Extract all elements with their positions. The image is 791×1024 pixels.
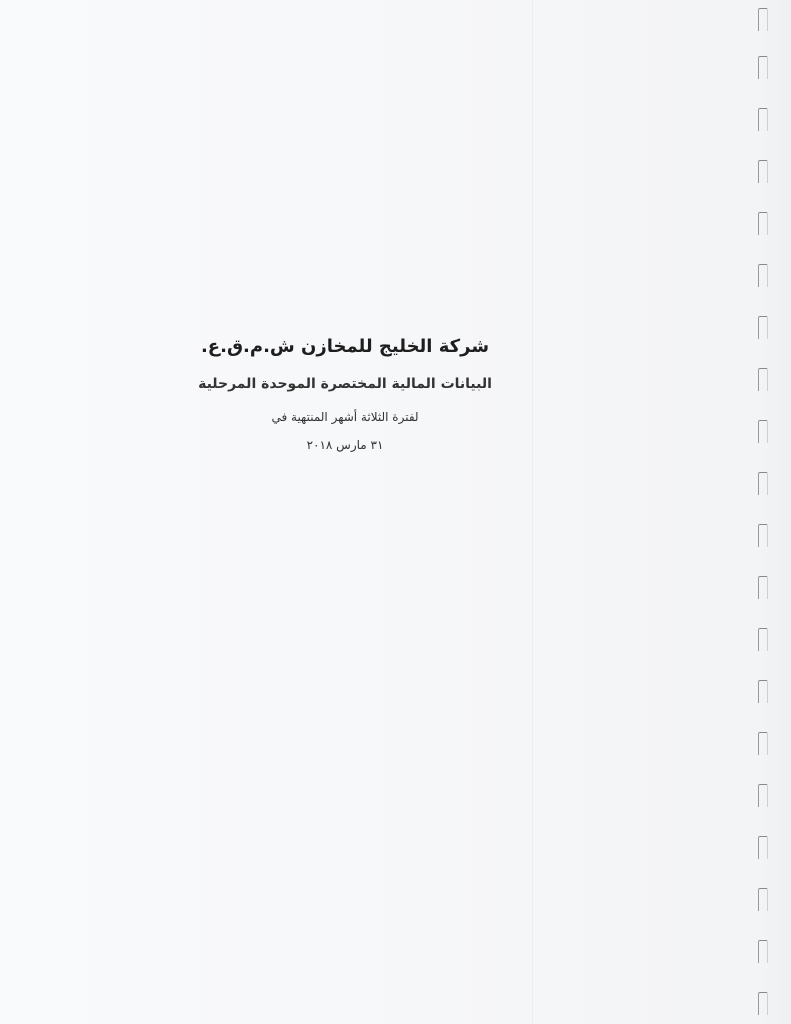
- binding-hole: [758, 472, 768, 495]
- binding-hole: [758, 524, 768, 547]
- page-fold-line: [532, 0, 533, 1024]
- binding-hole: [758, 784, 768, 807]
- company-name: شركة الخليج للمخازن ش.م.ق.ع.: [200, 336, 490, 357]
- binding-hole: [758, 680, 768, 703]
- binding-edge: [748, 0, 791, 1024]
- date-line: ٣١ مارس ٢٠١٨: [306, 438, 384, 452]
- binding-hole: [758, 316, 768, 339]
- binding-hole: [758, 836, 768, 859]
- statement-title: البيانات المالية المختصرة الموحدة المرحلية: [198, 376, 492, 392]
- binding-hole: [758, 8, 768, 31]
- binding-hole: [758, 56, 768, 79]
- binding-hole: [758, 108, 768, 131]
- binding-hole: [758, 628, 768, 651]
- binding-hole: [758, 888, 768, 911]
- binding-hole: [758, 992, 768, 1015]
- binding-hole: [758, 264, 768, 287]
- binding-hole: [758, 160, 768, 183]
- cover-title-block: [180, 334, 510, 454]
- binding-hole: [758, 576, 768, 599]
- binding-hole: [758, 368, 768, 391]
- period-line: لفترة الثلاثة أشهر المنتهية في: [271, 410, 419, 424]
- binding-hole: [758, 732, 768, 755]
- binding-hole: [758, 940, 768, 963]
- binding-hole: [758, 420, 768, 443]
- binding-hole: [758, 212, 768, 235]
